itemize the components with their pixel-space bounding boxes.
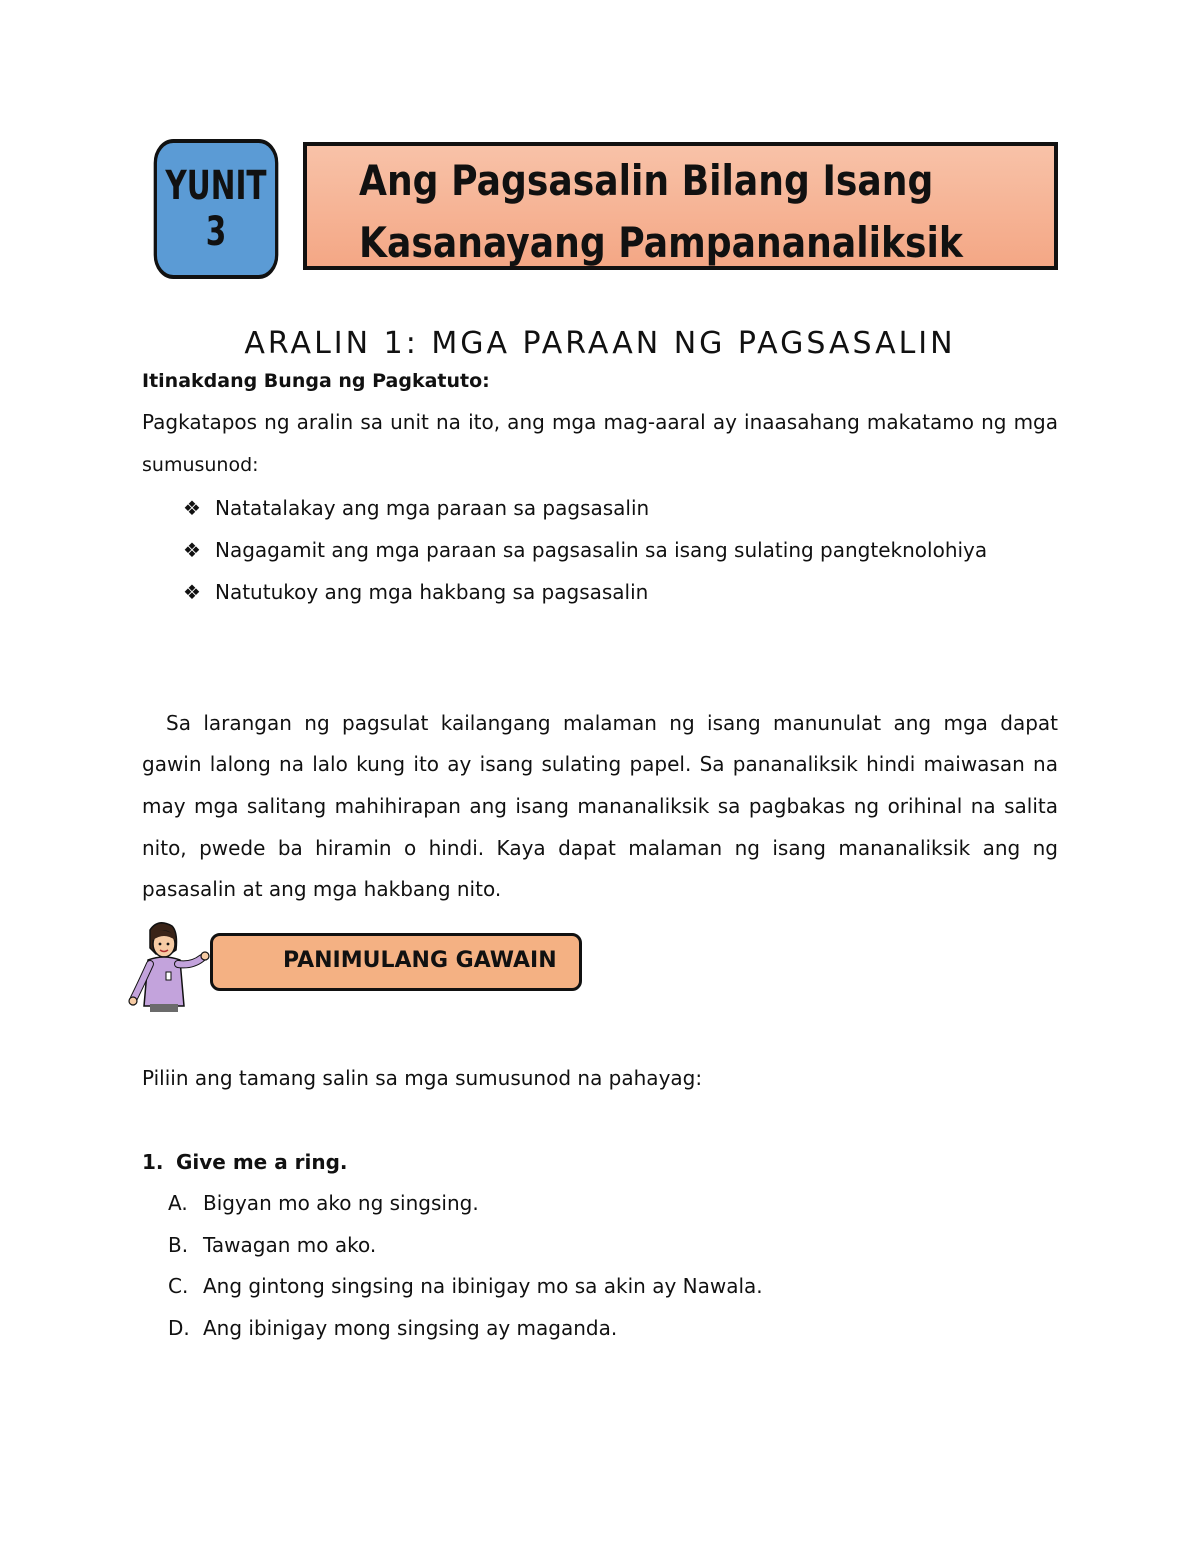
option-text: Bigyan mo ako ng singsing. <box>203 1191 479 1215</box>
activity-label-box <box>210 933 582 991</box>
option-letter: C. <box>168 1274 189 1298</box>
answer-option[interactable] <box>168 1274 763 1298</box>
outcome-item: ❖ Natutukoy ang mga hakbang sa pagsasalin <box>183 580 649 604</box>
unit-label: YUNIT <box>165 163 267 209</box>
option-letter: D. <box>168 1316 190 1340</box>
option-text: Ang ibinigay mong singsing ay maganda. <box>203 1316 618 1340</box>
diamond-bullet-icon: ❖ <box>183 538 201 562</box>
answer-option[interactable] <box>168 1316 617 1340</box>
unit-number: 3 <box>205 209 227 255</box>
girl-pointing-icon <box>128 920 212 1012</box>
outcomes-intro-line1: Pagkatapos ng aralin sa unit na ito, ang mga mag-aaral ay inaasahang makatamo ng mga <box>142 410 1058 434</box>
question-number: 1. <box>142 1150 164 1174</box>
question-text: Give me a ring. <box>176 1150 348 1174</box>
answer-option[interactable] <box>168 1191 479 1215</box>
outcomes-intro-line2: sumusunod: <box>142 454 259 476</box>
outcomes-heading: Itinakdang Bunga ng Pagkatuto: <box>142 370 490 392</box>
diamond-bullet-icon: ❖ <box>183 496 201 520</box>
activity-label: PANIMULANG GAWAIN <box>283 948 557 973</box>
lesson-title: ARALIN 1: MGA PARAAN NG PAGSASALIN <box>244 326 956 361</box>
unit-title-line1: Ang Pagsasalin Bilang Isang <box>359 156 934 205</box>
paragraph-line: nito, pwede ba hiramin o hindi. Kaya dapat malaman ng isang mananaliksik ang ng <box>142 836 1058 860</box>
paragraph-line: Sa larangan ng pagsulat kailangang malaman ng isang manunulat ang mga dapat <box>166 711 1058 735</box>
paragraph-line: pasasalin at ang mga hakbang nito. <box>142 877 502 901</box>
answer-option[interactable] <box>168 1233 376 1257</box>
option-letter: A. <box>168 1191 188 1215</box>
unit-badge <box>154 139 279 279</box>
option-letter: B. <box>168 1233 189 1257</box>
option-text: Tawagan mo ako. <box>203 1233 377 1257</box>
instruction: Piliin ang tamang salin sa mga sumusunod na pahayag: <box>142 1066 703 1090</box>
unit-title-line2: Kasanayang Pampananaliksik <box>359 218 963 267</box>
unit-title <box>359 150 963 274</box>
paragraph-line: may mga salitang mahihirapan ang isang mananaliksik sa pagbakas ng orihinal na salita <box>142 794 1058 818</box>
paragraph-line: gawin lalong na lalo kung ito ay isang sulating papel. Sa pananaliksik hindi maiwasan na <box>142 752 1058 776</box>
outcome-item: ❖ Natatalakay ang mga paraan sa pagsasalin <box>183 496 650 520</box>
question <box>142 1150 348 1174</box>
outcome-item: ❖ Nagagamit ang mga paraan sa pagsasalin sa isang sulating pangteknolohiya <box>183 538 988 562</box>
diamond-bullet-icon: ❖ <box>183 580 201 604</box>
option-text: Ang gintong singsing na ibinigay mo sa akin ay Nawala. <box>203 1274 763 1298</box>
unit-title-box <box>303 142 1058 270</box>
